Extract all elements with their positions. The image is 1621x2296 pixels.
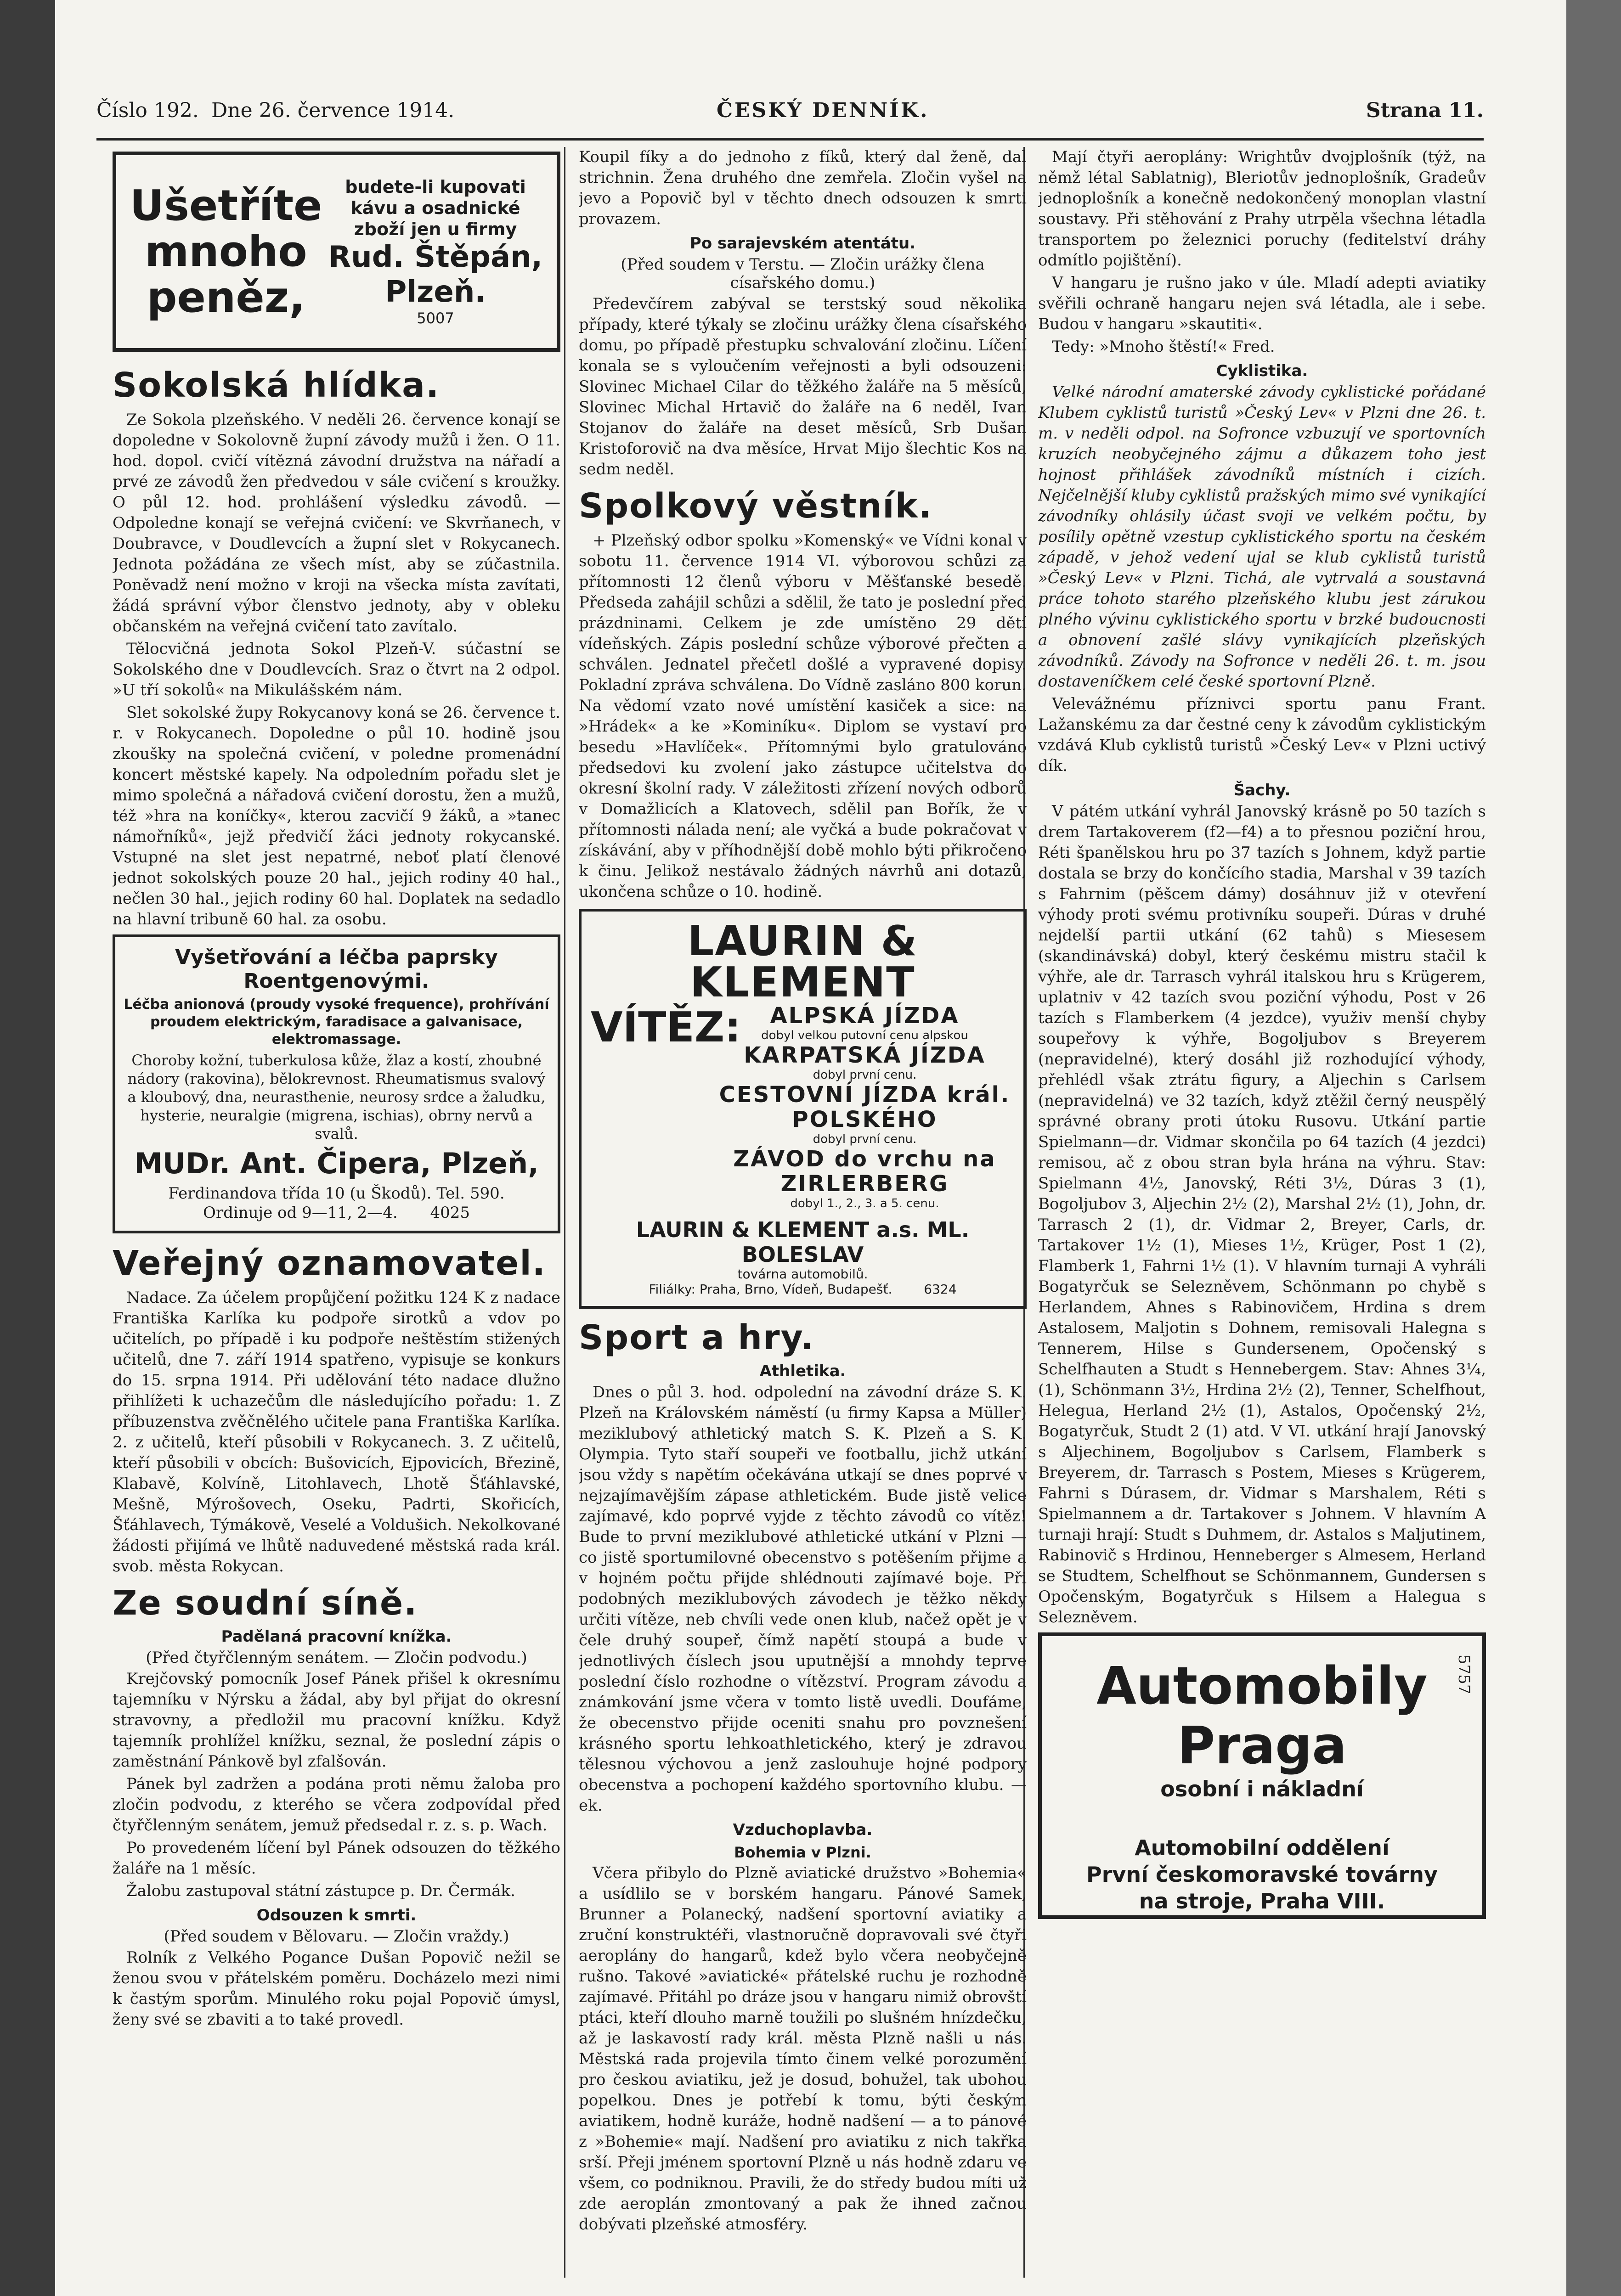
ad-laurin-r1: ALPSKÁ JÍZDA [770, 1003, 960, 1029]
soudni-p2: Pánek byl zadržen a podána proti němu žaloba pro zločin podvodu, z kterého se včera zodpovídal před čtyřčlenným senátem, jemuž předsedal r. z. s. p. Wach. [113, 1775, 560, 1835]
ad-laurin-r2: KARPATSKÁ JÍZDA [744, 1042, 986, 1068]
ad-laurin-footer3-row [591, 1282, 1015, 1297]
ad-stepan-small: budete-li kupovati kávu a osadnické zboží jen u firmy [345, 177, 526, 239]
ad-laurin-number: 6324 [924, 1282, 957, 1297]
oznamovatel-p1: Nadace. Za účelem propůjčení požitku 124 K z nadace Františka Karlíka ku podpoře sirotků a vdov po učitelích, po případě i ku podpoře neštěstím stižených učitelů, dne 7. září 1914 spatřeno, vypisuje se konkurs do 15. srpna 1914. Při udělování této nadace dlužno přihlížeti k uchazečům dle následujícího pořadu: 1. Z příbuzenstva zvěčnělého učitele pana Františka Karlíka. 2. z učitelů, kteří působili v Rokycanech. 3. Z učitelů, kteří působili v obcích: Bušovicích, Ejpovicích, Březině, Klabavě, Kolvíně, Litohlavech, Lhotě Šťáhlavské, Mešně, Mýrošovech, Oseku, Padrti, Skořicích, Šťáhlavech, Týmákově, Veselé a Voldušich. Nekolkované žádosti přijímá ve lhůtě naduvedené městská rada král. svob. města Rokycan. [113, 1289, 560, 1576]
soudni-p5: Rolník z Velkého Pogance Dušan Popovič nežil se ženou svou v přátelském poměru. Docházelo mezi nimi k častým sporům. Minulého roku pojal Popovič úmysl, ženy své se zbaviti a to také provedl. [113, 1948, 560, 2029]
column-2 [579, 147, 1027, 2278]
ad-praga [1038, 1632, 1486, 1919]
ad-praga-title: Automobily Praga [1096, 1656, 1428, 1776]
soudni-p1: Krejčovský pomocník Josef Pánek přišel k okresnímu tajemníku v Nýrsku a žádal, aby byl přijat do okresní stravovny, a předložil mu pracovní knížku. Když tajemník prohlížel knížku, seznal, že poslední zápis o zaměstnání Pánkově byl zfalšován. [113, 1670, 560, 1771]
ad-laurin-footer3: Filiálky: Praha, Brno, Vídeň, Budapešť. [649, 1282, 892, 1297]
masthead-title: ČESKÝ DENNÍK. [717, 99, 929, 122]
soudni-sub3b: (Před soudem v Terstu. — Zločin urážky člena císařského domu.) [621, 255, 985, 292]
soudni-p4: Žalobu zastupoval státní zástupce p. Dr. Čermák. [126, 1882, 515, 1900]
sport-sub2: Vzduchoplavba. [733, 1821, 873, 1839]
ad-cipera-l1: Léčba anionová (proudy vysoké frequence), prohřívání proudem elektrickým, faradisace a galvanisace, elektromassage. [124, 996, 549, 1047]
column-1 [113, 147, 560, 2278]
scan-margin-left [0, 0, 55, 2296]
soudni-p6: Koupil fíky a do jednoho z fíků, který dal ženě, dal strichnin. Žena druhého dne zemřela. Zločin vyšel na jevo a Popovič byl v těchto dnech odsouzen k smrti provazem. [579, 148, 1027, 228]
soudni-heading: Ze soudní síně. [113, 1583, 418, 1623]
sport-p5: Tedy: »Mnoho štěstí!« Fred. [1052, 338, 1275, 356]
sokolska-p1: Ze Sokola plzeňského. V neděli 26. července konají se dopoledne v Sokolovně župní závody mužů i žen. O 11. hod. dopol. cvičí vítězná závodní družstva na nářadí a prvé ze závodů žen předvedou v sále cvičení s kroužky. O půl 12. hod. prohlášení výsledku závodů. — Odpoledne konají se veřejná cvičení: ve Skvrňanech, v Doubravce, v Doudlevcích a župní slet v Rokycanech. Jednota požádána ze všech míst, aby se zúčastnila. Poněvadž není možno v kroji na všecka místa zavítati, žádá správní výbor členstvo jednoty, aby v obleku občanském na veřejná cvičení tato zavítalo. [113, 411, 560, 636]
ad-laurin-r2s: dobyl první cenu. [813, 1068, 917, 1082]
page-header [96, 99, 1484, 131]
soudni-sub3: Po sarajevském atentátu. [689, 234, 916, 253]
sport-p6: Velké národní amaterské závody cyklistické pořádané Klubem cyklistů turistů »Český Lev« v Plzni dne 26. t. m. v neděli odpol. na Sofronce vzbuzují ve sportovních kruzích neobyčejného zájmu a důkazem toho jest hojnost přihlášek závodníků místních i cizích. Nejčelnější kluby cyklistů pražských mimo své vynikající závodníky ohlásily účast svoji ve velkém počtu, by posílily opětně vzestup cyklistického sportu na českém západě, v jehož vedení ujal se klub cyklistů turistů »Český Lev« v Plzni. Tichá, ale vytrvalá a soustavná práce tohoto starého plzeňského klubu jest zárukou plného vývinu cyklistického sportu v brzké budoucnosti a obnovení zašlé slávy vynikajících plzeňských závodníků. Závody na Sofronce v neděli 26. t. m. jsou dostaveníčkem celé české sportovní Plzně. [1038, 383, 1486, 691]
sport-p3: Mají čtyři aeroplány: Wrightův dvojplošník (týž, na němž létal Sablatnig), Bleriotův jednoplošník, Gradeův jednoplošník a konečně nedokončený monoplan vlastní soustavy. Při stěhování z Prahy utrpěla všechna létadla transportem po železnici poruchy (feditelství dráhy odmítlo pojištění). [1038, 148, 1486, 270]
ad-stepan-right [325, 176, 546, 327]
sport-p8: V pátém utkání vyhrál Janovský krásně po 50 tazích s drem Tartakoverem (f2—f4) a to přesnou poziční hrou, Réti španělskou hru po 37 tazích s Johnem, když partie dostala se brzy do končícího stadia, Marshal v 39 tazích s Fahrnim (pěšcem dámy) dosáhnuv již v otevření výhody proti svému protivníku soupeři. Dúras v druhé nejdelší partii utkání (62 tahů) s Miesesem (skandinávská) dobyl, který českému mistru stačil k výhře, ale dr. Tarrasch vyhrál italskou hru s Krügerem, uplatniv v 42 tazích svou poziční výhodu, Post v 26 tazích s Flamberkem (4 jezdce), využiv menší chyby soupeřovy k výhře, Bogoljubov s Breyerem (nepravidelné), který dosáhl již rozhodující výhody, přehlédl však ztrátu figury, a Aljechin s Carlsem (nepravidelná) ve 32 tazích, když ztěžil černý neuspělý správné obrany proti útoku Rusovu. Utkání partie Spielmann—dr. Vidmar skončila po 64 tazích (4 jezdci) remisou, ač z obou stran byla hrána na výhru. Stav: Spielmann 4½, Janovský, Réti 3½, Dúras 3 (1), Bogoljubov 3, Aljechin 2½ (2), Marshal 2½ (1), John, dr. Tarrasch 2 (1), dr. Vidmar 2, Breyer, Carls, dr. Tartakover 1½ (1), Mieses 1½, Krüger, Post 1 (2), Flamberk 1, Fahrni 1½ (1). V hlavním turnaji A vyhráli Bogatyrčuk se Selezněvem, Schönmann po chybě s Herlandem, Ahnes s Rabinovičem, Hrdina s drem Astalosem, Maljotin s Dohnem, remisovali Halegna s Tennerem, Hilse s Gundersenem, Opočenský s Schelfhauten a Studt s Hennebergem. Stav: Ahnes 3¼, (1), Schönmann 3½, Hrdina 2½ (2), Tenner, Schelfhout, Helegua, Herland 2½ (1), Astalos, Opočenský 2½, Bogatyrčuk, Studt 2 (1) atd. V VI. utkání hrají Janovský s Aljechinem, Bogoljubov s Carlsem, Flamberk s Breyerem, dr. Tarrasch s Postem, Mieses s Krügerem, Fahrni s Dúrasem, dr. Vidmar s Marshalem, Réti s Spielmannem a dr. Tartakover s Johnem. V hlavním A turnaji hrají: Studt s Duhmem, dr. Astalos s Maljutinem, Rabinovič s Hrdinou, Henneberger s Almesem, Herland se Studtem, Schelfhout se Schönmannem, Gundersen s Opočenským, Bogatyrčuk s Hilsem a Halegua s Selezněvem. [1038, 802, 1486, 1626]
oznamovatel-heading: Veřejný oznamovatel. [113, 1244, 546, 1283]
sport-heading: Sport a hry. [579, 1318, 815, 1357]
ad-cipera-name: MUDr. Ant. Čipera, Plzeň, [134, 1147, 539, 1180]
ad-laurin-r4s: dobyl 1., 2., 3. a 5. cenu. [790, 1197, 939, 1210]
ad-laurin-r1s: dobyl velkou putovní cenu alpskou [761, 1029, 968, 1042]
ad-praga-s4: na stroje, Praha VIII. [1139, 1889, 1385, 1913]
issue-date: Dne 26. července 1914. [211, 99, 455, 122]
ad-praga-number: 5757 [1455, 1654, 1473, 1694]
issue-number: Číslo 192. [96, 99, 199, 122]
sport-sub2b: Bohemia v Plzni. [734, 1844, 871, 1861]
page-number: Strana 11. [1366, 99, 1484, 122]
sport-p4: V hangaru je rušno jako v úle. Mladí adepti aviatiky svěřili ochraně hangaru nejen svá létadla, ale i sebe. Budou v hangaru »skautiti«. [1038, 274, 1486, 333]
ad-laurin-wins [715, 1003, 1015, 1211]
soudni-sub1b: (Před čtyřčlenným senátem. — Zločin podvodu.) [146, 1649, 527, 1667]
soudni-p3: Po provedeném líčení byl Pánek odsouzen do těžkého žaláře na 1 měsíc. [113, 1839, 560, 1878]
sport-p2: Včera přibylo do Plzně aviatické družstvo »Bohemia« a usídlilo se v borském hangaru. Pánové Samek, Brunner a Polanecký, nadšení sportovní aviatiky a zruční konstruktéři, vlastnoručně dopravovali své čtyři aeroplány do hangarů, kdež bylo včera neobyčejně rušno. Takové »aviatické« přátelské ruchu je rozhodně zajímavé. Přitáhl po dráze jsou v hangaru nimiž obrovští ptáci, kteří dlouho marně toužili po slušném hnízdečku, až je laskavostí rady král. města Plzně našli u nás. Městská rada projevila tímto činem velké porozumění pro českou aviatiku, jež je dosud, bohužel, tak ubohou popelkou. Dnes je potřebí k tomu, býti českým aviatikem, hodně kuráže, hodně nadšení — a to pánové z »Bohemie« mají. Nadšení pro aviatiku z nich takřka srší. Přeji jménem sportovní Plzně u nás hodně zdaru ve všem, co podniknou. Pravili, že do středy budou míti už zde aeroplán zmontovaný a pak že ihned začnou dobývati plzeňské atmosféry. [579, 1864, 1027, 2234]
ad-cipera-title: Vyšetřování a léčba paprsky Roentgenovými. [175, 945, 498, 993]
ad-stepan [113, 152, 560, 352]
soudni-p7: Předevčírem zabýval se terstský soud několika případy, které týkaly se zločinu urážky člena císařského domu, po případě přestupku schvalování zločinu. Líčení konala se s vyloučením veřejnosti a byli odsouzeni: Slovinec Michael Cilar do těžkého žaláře na 5 měsíců, Slovinec Michal Hrtavič do žaláře na 6 neděl, Ivan Stojanov do žaláře na deset měsíců, Srb Dušan Kristoforovič na dva měsíce, Hrvat Mijo šlechtic Kos na sedm neděl. [579, 295, 1027, 478]
ad-laurin-r4: ZÁVOD do vrchu na ZIRLERBERG [733, 1146, 996, 1197]
ad-laurin-r3s: dobyl první cenu. [813, 1132, 917, 1146]
ad-laurin-title: LAURIN & KLEMENT [687, 917, 918, 1007]
soudni-sub2b: (Před soudem v Bělovaru. — Zločin vraždy.) [164, 1927, 509, 1946]
ad-stepan-name: Rud. Štěpán, Plzeň. [328, 240, 543, 309]
sport-sub1: Athletika. [759, 1362, 846, 1380]
ad-cipera-number: 4025 [430, 1204, 470, 1222]
newspaper-page [55, 0, 1566, 2296]
column-rule-1 [564, 147, 565, 2278]
sport-p1: Dnes o půl 3. hod. odpolední na závodní dráze S. K. Plzeň na Královském náměstí (u firmy Kapsa a Müller) meziklubový athletický match S. K. Plzeň a S. K. Olympia. Tyto staří soupeři ve footballu, jichž utkání jsou vždy s napětím očekávána utkají se dnes poprvé v nejzajímavějším zápase athletickém. Bude jistě velice zajímavé, kdo poprvé vyjde z těchto závodů co vítěz! Bude to první meziklubové athletické utkání v Plzni — co jistě sportumilovné obecenstvo s potěšením přijme a v hojném počtu přijde shlédnouti zajímavé boje. Při podobných meziklubových závodech je těžko někdy určiti vítěze, neb chvíli vede onen klub, načež opět je v čele druhý soupeř, čímž napětí stoupá a bude v jednotlivých číslech jsou uputnější a mnohdy teprve poslední číslo rozhodne o vítězství. Program závodu a známkování jsme včera v tomto listě uvedli. Doufáme, že obecenstvo přijde oceniti snahu pro povznešení krásného sportu lehkoathletického, který je zdravou tělesnou výchovou a jenž zaslouhuje hojné podpory obecenstva a pochopení každého sportovního klubu. —ek. [579, 1383, 1027, 1815]
spolkovy-heading: Spolkový věstník. [579, 486, 932, 526]
ad-laurin-footer: LAURIN & KLEMENT a.s. ML. BOLESLAV [636, 1217, 970, 1267]
ad-laurin-row [591, 1003, 1015, 1211]
spolkovy-p1: + Plzeňský odbor spolku »Komenský« ve Vídni konal v sobotu 11. července 1914 VI. výborovou schůzi za přítomnosti 12 členů výboru v Měšťanské besedě. Předseda zahájil schůzi a sdělil, že tato je poslední před prázdninami. Celkem je zde umístěno 29 dětí vídeňských. Zápis poslední schůze výborové přečten a schválen. Jednatel přečetl došlé a vypravené dopisy. Pokladní zpráva schválena. Do Vídně zasláno 800 korun. Na vědomí vzato nové umístění kasiček a sice: na »Hrádek« a ke »Kominíku«. Diplom se vystaví pro besedu »Havlíček«. Přítomnými bylo gratulováno předsedovi ku zvolení jako zástupce učitelstva do okresní školní rady. V záležitosti zřízení nových odborů v Domažlicích a Klatovech, sdělil pan Bořík, že v přítomnosti nálada není; ale vyčká a bude pokračovat v získávání, aby v příhodnější době mohlo býti přikročeno k činu. Jelikož nestávalo žádných návrhů ani dotazů, ukončena schůze o 10. hodině. [579, 531, 1027, 901]
ad-praga-s2: Automobilní oddělení [1135, 1835, 1389, 1860]
ad-stepan-left: Ušetříte mnoho peněz, [130, 181, 322, 322]
ad-cipera-hours-text: Ordinuje od 9—11, 2—4. [203, 1204, 398, 1222]
ad-praga-s1: osobní i nákladní [1160, 1777, 1364, 1801]
ad-cipera [113, 934, 560, 1233]
sport-sub4: Šachy. [1233, 781, 1291, 799]
scan-margin-right [1566, 0, 1621, 2296]
ad-laurin [579, 909, 1027, 1309]
sport-p7: Velevážnému příznivci sportu panu Frant. Lažanskému za dar čestné ceny k závodům cyklistickým vzdává Klub cyklistů turistů »Český Lev« v Plzni uctivý dík. [1038, 695, 1486, 775]
soudni-sub1: Padělaná pracovní knížka. [221, 1627, 452, 1646]
sokolska-p3: Slet sokolské župy Rokycanovy koná se 26. července t. r. v Rokycanech. Dopoledne o půl 10. hodině jsou zkoušky na společná cvičení, v poledne promenádní koncert městské kapely. Na odpoledním pořadu slet je mimo společná a nářadová cvičení dorostu, žen a mužů, též »hra na koníčky«, kterou zacvičí 9 žáků, a »tanec námořníků«, jejž předvičí žáci jednoty rokycanské. Vstupné na slet jest nepatrné, neboť platí členové jednot sokolských pouze 20 hal., jejich rodiny 40 hal., nečlen 30 hal., jejich rodiny 60 hal. Doplatek na sedadlo na hlavní tribuně 60 hal. za osobu. [113, 703, 560, 929]
sokolska-p2: Tělocvičná jednota Sokol Plzeň-V. súčastní se Sokolského dne v Doudlevcích. Sraz o čtvrt na 2 odpol. »U tří sokolů« na Mikulášském nám. [113, 640, 560, 699]
sport-sub3: Cyklistika. [1216, 362, 1308, 380]
ad-stepan-number: 5007 [417, 310, 454, 327]
ad-cipera-hours [124, 1203, 549, 1222]
ad-cipera-addr: Ferdinandova třída 10 (u Škodů). Tel. 590. [168, 1184, 505, 1203]
soudni-sub2: Odsouzen k smrti. [256, 1906, 417, 1925]
ad-praga-s3: První českomoravské továrny [1086, 1862, 1438, 1887]
ad-laurin-r3: CESTOVNÍ JÍZDA král. POLSKÉHO [719, 1082, 1011, 1132]
column-3 [1038, 147, 1486, 2278]
header-rule [96, 138, 1484, 141]
ad-laurin-footer2: továrna automobilů. [737, 1266, 868, 1282]
ad-laurin-vitez: VÍTĚZ: [591, 1003, 741, 1052]
sokolska-heading: Sokolská hlídka. [113, 366, 440, 405]
ad-cipera-l2: Choroby kožní, tuberkulosa kůže, žlaz a kostí, zhoubné nádory (rakovina), bělokrevnost. Rheumatismus svalový a kloubový, dna, neurasthenie, neurosy srdce a žaludku, hysterie, neuralgie (migrena, ischias), obrny nervů a svalů. [127, 1052, 546, 1142]
